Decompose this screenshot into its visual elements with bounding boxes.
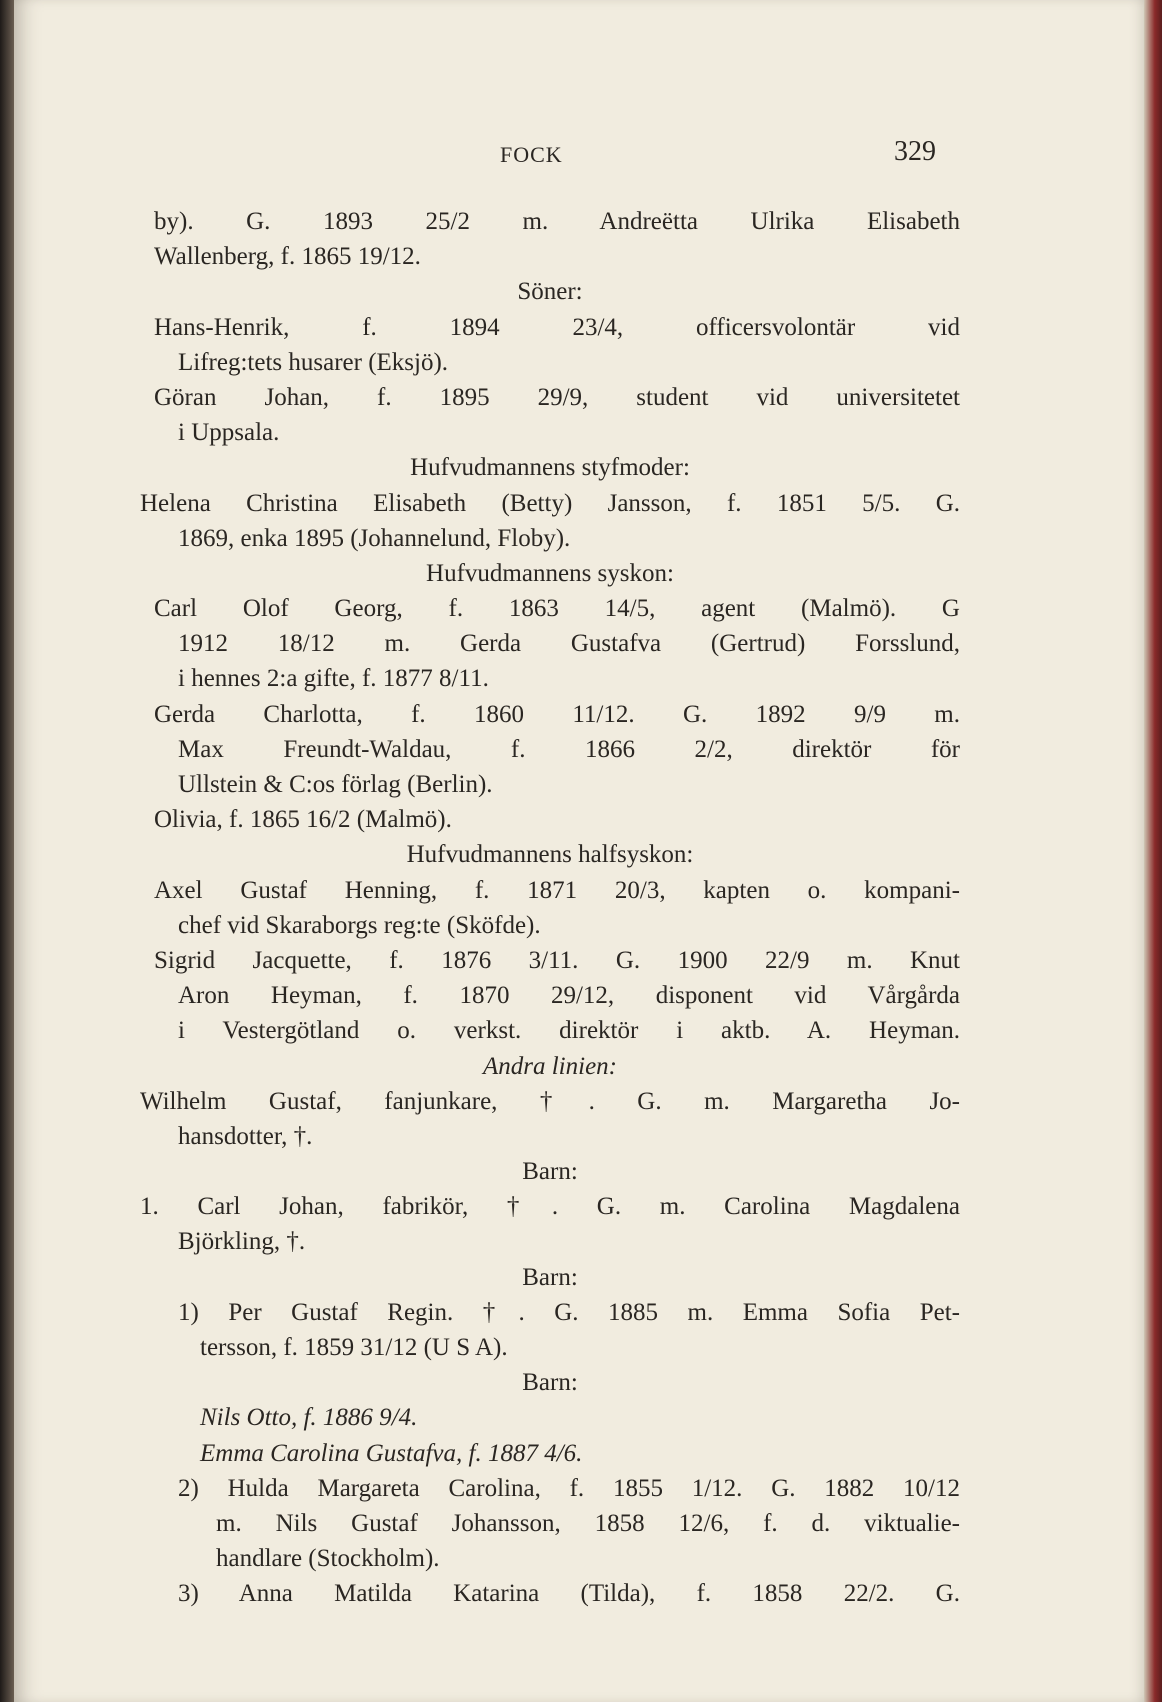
text-line: 1) Per Gustaf Regin. †. G. 1885 m. Emma Sofia Pet- (178, 1298, 960, 1326)
section-heading: Hufvudmannens syskon: (426, 559, 674, 587)
text-line: Carl Olof Georg, f. 1863 14/5, agent (Malmö). G (154, 595, 960, 623)
text-line: 3) Anna Matilda Katarina (Tilda), f. 1858 22/2. G. (178, 1580, 960, 1608)
text-line: m. Nils Gustaf Johansson, 1858 12/6, f. d. viktualie- (216, 1509, 960, 1537)
text-line: Sigrid Jacquette, f. 1876 3/11. G. 1900 22/9 m. Knut (154, 946, 960, 974)
running-header (14, 136, 1144, 182)
text-line: Nils Otto, f. 1886 9/4. (200, 1404, 418, 1432)
text-line: Max Freundt-Waldau, f. 1866 2/2, direktör för (178, 735, 960, 763)
text-line: tersson, f. 1859 31/12 (U S A). (200, 1334, 508, 1361)
book-binding-edge (0, 0, 14, 1702)
section-heading: Barn: (522, 1263, 578, 1291)
text-line: by). G. 1893 25/2 m. Andreëtta Ulrika Elisabeth (154, 208, 960, 235)
section-heading: Andra linien: (482, 1052, 617, 1080)
text-line: Göran Johan, f. 1895 29/9, student vid universitetet (154, 383, 960, 411)
text-body (140, 204, 960, 1612)
text-line: chef vid Skaraborgs reg:te (Sköfde). (178, 911, 541, 939)
section-heading: Barn: (522, 1369, 578, 1397)
section-heading: Hufvudmannens halfsyskon: (406, 841, 694, 869)
text-line: Emma Carolina Gustafva, f. 1887 4/6. (200, 1439, 583, 1467)
section-heading: Hufvudmannens styfmoder: (410, 454, 690, 482)
text-line: i Vestergötland o. verkst. direktör i aktb. A. Heyman. (178, 1017, 960, 1045)
text-line: 1869, enka 1895 (Johannelund, Floby). (178, 524, 571, 552)
book-cover-edge (1144, 0, 1162, 1702)
text-line: Olivia, f. 1865 16/2 (Malmö). (154, 806, 452, 834)
text-line: 2) Hulda Margareta Carolina, f. 1855 1/12. G. 1882 10/12 (178, 1474, 960, 1502)
text-line: Björkling, †. (178, 1228, 306, 1256)
text-line: Wilhelm Gustaf, fanjunkare, †. G. m. Margaretha Jo- (140, 1087, 960, 1115)
text-line: Wallenberg, f. 1865 19/12. (154, 243, 421, 271)
section-heading: Söner: (517, 278, 583, 306)
text-line: i hennes 2:a gifte, f. 1877 8/11. (178, 665, 489, 693)
text-line: i Uppsala. (178, 419, 280, 447)
text-line: hansdotter, †. (178, 1122, 313, 1150)
text-line: Helena Christina Elisabeth (Betty) Jansson, f. 1851 5/5. G. (140, 489, 960, 517)
section-heading: Barn: (522, 1158, 578, 1186)
book-page (14, 0, 1144, 1702)
text-line: Axel Gustaf Henning, f. 1871 20/3, kapten o. kompani- (154, 876, 960, 904)
text-line: Hans-Henrik, f. 1894 23/4, officersvolontär vid (154, 313, 960, 341)
text-line: handlare (Stockholm). (216, 1545, 440, 1573)
text-line: Gerda Charlotta, f. 1860 11/12. G. 1892 9/9 m. (154, 700, 960, 728)
running-title: FOCK (500, 142, 563, 167)
text-line: Aron Heyman, f. 1870 29/12, disponent vid Vårgårda (178, 982, 960, 1010)
text-line: 1912 18/12 m. Gerda Gustafva (Gertrud) Forsslund, (178, 630, 960, 658)
page-number: 329 (894, 136, 936, 167)
text-line: Lifreg:tets husarer (Eksjö). (178, 348, 449, 376)
text-line: 1. Carl Johan, fabrikör, †. G. m. Carolina Magdalena (140, 1193, 960, 1221)
text-line: Ullstein & C:os förlag (Berlin). (178, 771, 493, 798)
